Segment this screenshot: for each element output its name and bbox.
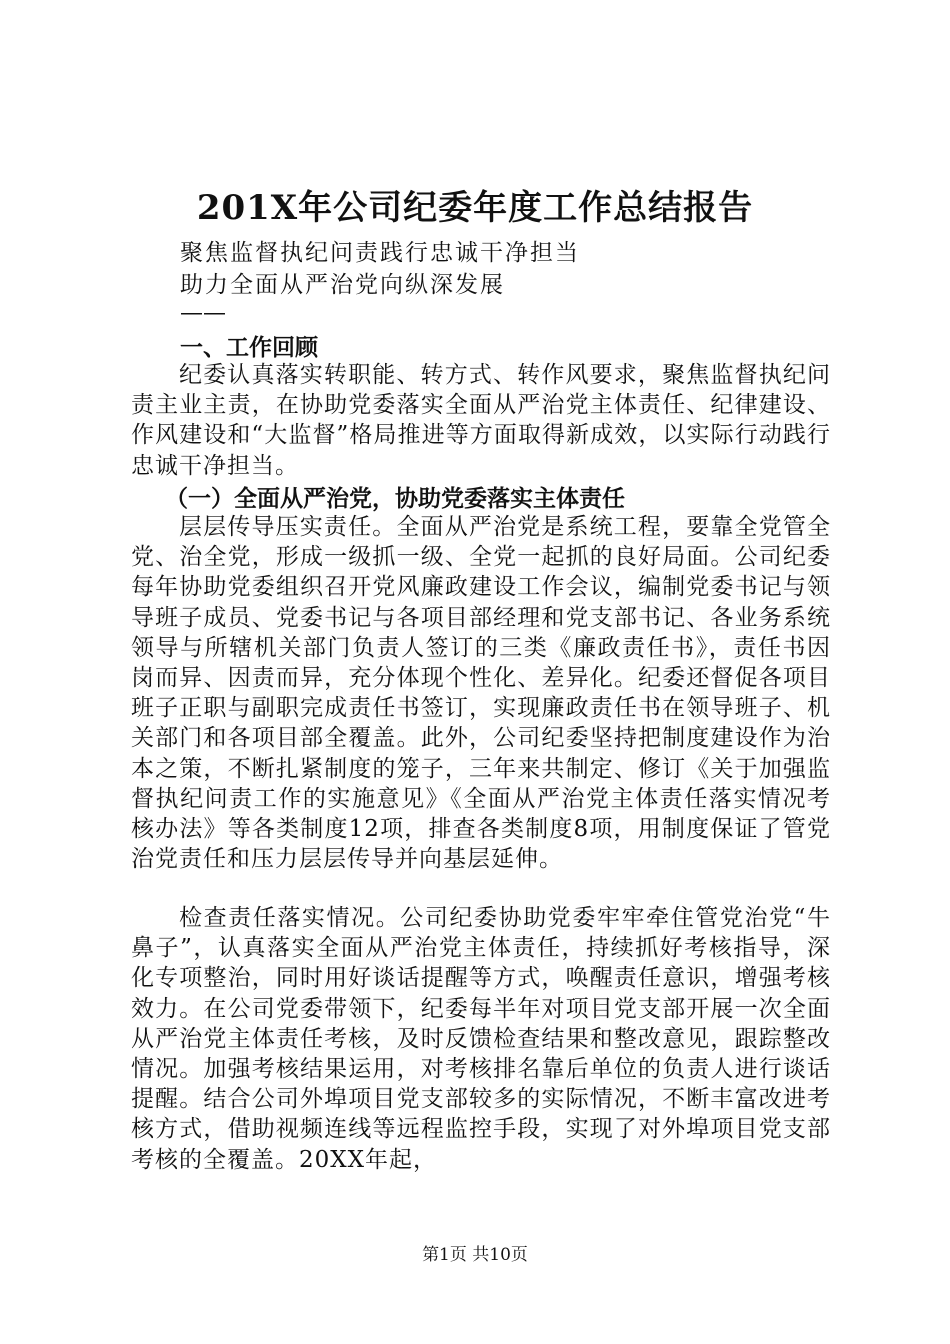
subtitle-line-1: 聚焦监督执纪问责践行忠诚干净担当 [180,240,580,266]
subsection-heading-1: （一）全面从严治党，协助党委落实主体责任 [165,485,625,512]
section-heading-work-review: 一、工作回顾 [180,334,318,361]
body-paragraph-inspection: 检查责任落实情况。公司纪委协助党委牢牢牵住管党治党“牛鼻子”，认真落实全面从严治党主体责任，持续抓好考核指导，深化专项整治，同时用好谈话提醒等方式，唤醒责任意识，增强考核效力。在公司党委带领下，纪委每半年对项目党支部开展一次全面从严治党主体责任考核，及时反馈检查结果和整改意见，跟踪整改情况。加强考核结果运用，对考核排名靠后单位的负责人进行谈话提醒。结合公司外埠项目党支部较多的实际情况，不断丰富改进考核方式，借助视频连线等远程监控手段，实现了对外埠项目党支部考核的全覆盖。20XX年起， [131,905,831,1173]
document-title: 201X年公司纪委年度工作总结报告 [196,188,754,228]
subtitle-dash: —— [180,300,226,326]
page-footer: 第1页 共10页 [422,1245,528,1265]
section-intro-paragraph: 纪委认真落实转职能、转方式、转作风要求，聚焦监督执纪问责主业主责，在协助党委落实全面从严治党主体责任、纪律建设、作风建设和“大监督”格局推进等方面取得新成效，以实际行动践行忠诚干净担当。 [131,362,831,479]
body-paragraph-responsibility: 层层传导压实责任。全面从严治党是系统工程，要靠全党管全党、治全党，形成一级抓一级、全党一起抓的良好局面。公司纪委每年协助党委组织召开党风廉政建设工作会议，编制党委书记与领导班子成员、党委书记与各项目部经理和党支部书记、各业务系统领导与所辖机关部门负责人签订的三类《廉政责任书》，责任书因岗而异、因责而异，充分体现个性化、差异化。纪委还督促各项目班子正职与副职完成责任书签订，实现廉政责任书在领导班子、机关部门和各项目部全覆盖。此外，公司纪委坚持把制度建设作为治本之策，不断扎紧制度的笼子，三年来共制定、修订《关于加强监督执纪问责工作的实施意见》《全面从严治党主体责任落实情况考核办法》等各类制度12项，排查各类制度8项，用制度保证了管党治党责任和压力层层传导并向基层延伸。 [131,514,831,873]
subtitle-line-2: 助力全面从严治党向纵深发展 [180,272,505,298]
